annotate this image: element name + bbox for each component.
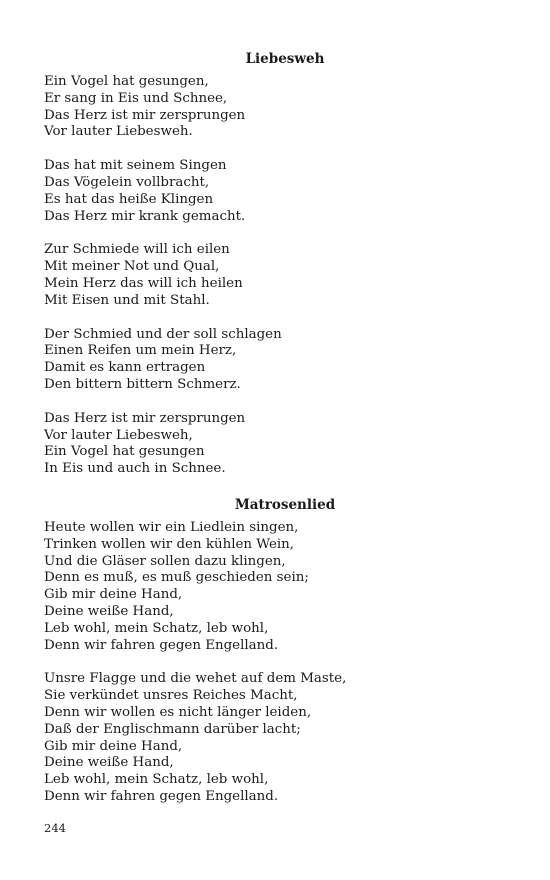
verse-line: Den bittern bittern Schmerz. bbox=[44, 376, 241, 392]
poem-title: Liebesweh bbox=[245, 51, 325, 67]
verse-line: Denn es muß, es muß geschieden sein; bbox=[44, 570, 309, 586]
verse-line: Das Vögelein vollbracht, bbox=[44, 174, 210, 190]
verse-line: Er sang in Eis und Schnee, bbox=[44, 90, 228, 106]
verse-line: Das Herz ist mir zersprungen bbox=[44, 410, 246, 426]
stanza bbox=[44, 74, 524, 141]
verse-line: Und die Gläser sollen dazu klingen, bbox=[44, 553, 286, 569]
verse-line: Unsre Flagge und die wehet auf dem Maste, bbox=[44, 671, 347, 687]
page-number: 244 bbox=[44, 821, 66, 835]
stanza bbox=[44, 520, 524, 654]
poem-matrosenlied bbox=[44, 495, 524, 806]
verse-line: Ein Vogel hat gesungen bbox=[44, 444, 205, 460]
verse-line: Vor lauter Liebesweh, bbox=[44, 427, 193, 443]
verse-line: Mit Eisen und mit Stahl. bbox=[44, 292, 210, 308]
stanza bbox=[44, 158, 524, 225]
verse-line: Es hat das heiße Klingen bbox=[44, 191, 214, 207]
verse-line: Leb wohl, mein Schatz, leb wohl, bbox=[44, 772, 269, 788]
verse-line: Der Schmied und der soll schlagen bbox=[44, 326, 282, 342]
poem-liebesweh bbox=[44, 49, 524, 478]
verse-line: Das Herz mir krank gemacht. bbox=[44, 208, 246, 224]
stanza bbox=[44, 671, 524, 805]
page-body bbox=[44, 49, 524, 806]
stanza bbox=[44, 242, 524, 309]
verse-line: Heute wollen wir ein Liedlein singen, bbox=[44, 519, 299, 535]
stanza bbox=[44, 327, 524, 394]
verse-line: Daß der Englischmann darüber lacht; bbox=[44, 721, 301, 737]
verse-line: Mein Herz das will ich heilen bbox=[44, 275, 243, 291]
verse-line: Das Herz ist mir zersprungen bbox=[44, 107, 246, 123]
verse-line: Trinken wollen wir den kühlen Wein, bbox=[44, 536, 295, 552]
verse-line: Leb wohl, mein Schatz, leb wohl, bbox=[44, 620, 269, 636]
verse-line: Damit es kann ertragen bbox=[44, 360, 206, 376]
verse-line: Sie verkündet unsres Reiches Macht, bbox=[44, 688, 298, 704]
verse-line: Deine weiße Hand, bbox=[44, 755, 174, 771]
poem-title: Matrosenlied bbox=[234, 496, 336, 513]
verse-line: Ein Vogel hat gesungen, bbox=[44, 74, 209, 89]
verse-line: Denn wir fahren gegen Engelland. bbox=[44, 788, 279, 804]
verse-line: Denn wir fahren gegen Engelland. bbox=[44, 637, 279, 653]
verse-line: Mit meiner Not und Qual, bbox=[44, 259, 220, 275]
verse-line: Vor lauter Liebesweh. bbox=[44, 124, 193, 140]
stanza bbox=[44, 411, 524, 478]
verse-line: Gib mir deine Hand, bbox=[44, 587, 183, 603]
verse-line: Das hat mit seinem Singen bbox=[44, 158, 227, 174]
verse-line: Denn wir wollen es nicht länger leiden, bbox=[44, 704, 312, 720]
verse-line: Einen Reifen um mein Herz, bbox=[44, 343, 237, 359]
verse-line: Zur Schmiede will ich eilen bbox=[44, 242, 230, 258]
verse-line: Gib mir deine Hand, bbox=[44, 738, 183, 754]
verse-line: In Eis und auch in Schnee. bbox=[44, 461, 226, 477]
verse-line: Deine weiße Hand, bbox=[44, 603, 174, 619]
